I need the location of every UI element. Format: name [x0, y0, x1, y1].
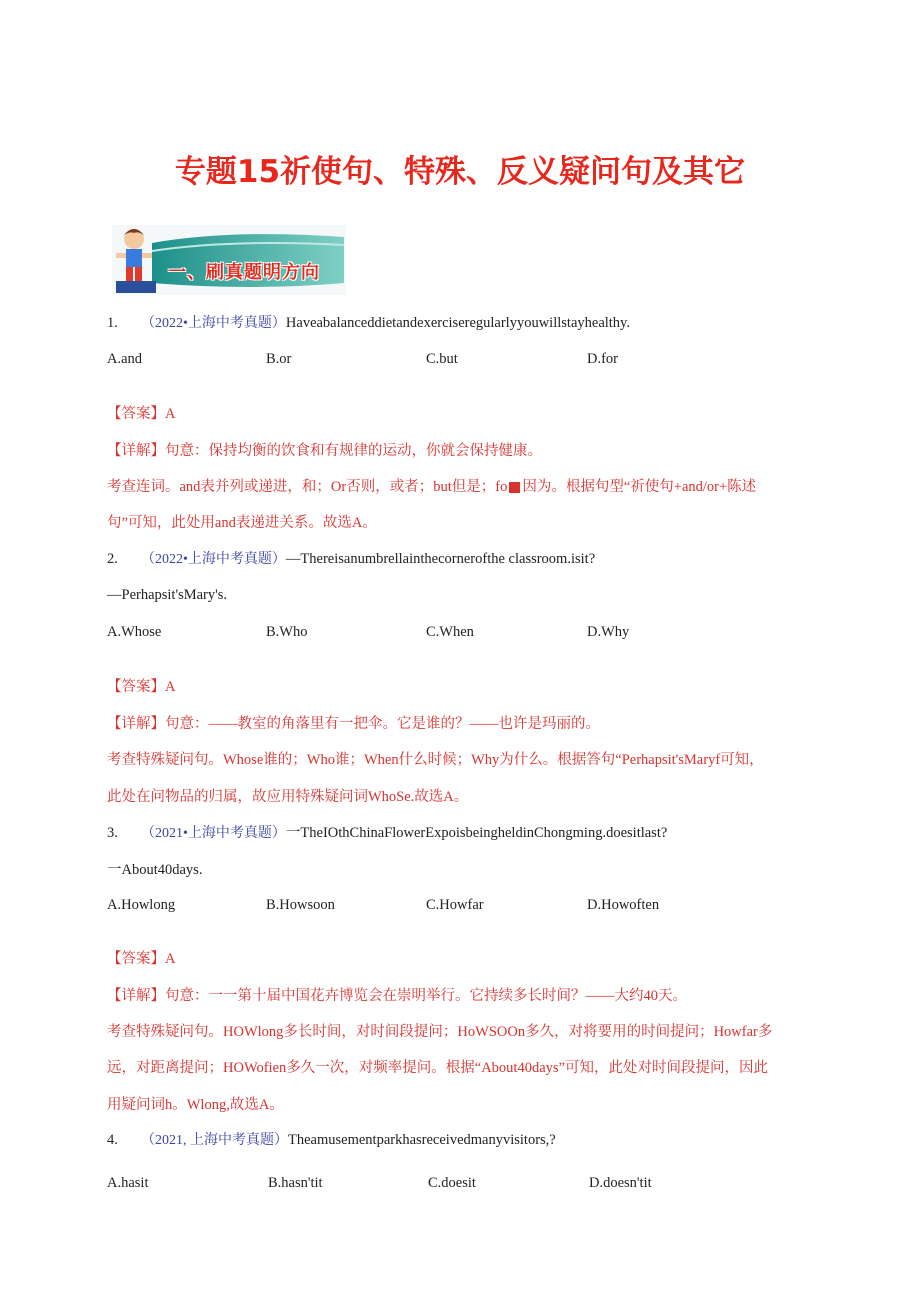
question-number: 2.	[107, 551, 118, 567]
option-a: A.Howlong	[107, 897, 176, 913]
detail-line: 【详解】句意：保持均衡的饮食和有规律的运动，你就会保持健康。	[107, 443, 542, 459]
question-source: （2022•上海中考真题）	[141, 552, 286, 567]
answer-label: 【答案】A	[107, 406, 176, 422]
question-text: Theamusementparkhasreceivedmanyvisitors,?	[288, 1132, 556, 1148]
question-2-reply: —Perhapsit'sMary's.	[107, 587, 228, 603]
explanation-line: 考查特殊疑问句。HOWlong多长时间，对时间段提问；HoWSOOn多久，对将要用的时间提问；Howfar多	[107, 1024, 773, 1040]
answer-label: 【答案】A	[107, 951, 176, 967]
explanation-line: 句”可知，此处用and表递进关系。故选A。	[107, 515, 377, 531]
question-source: （2021•上海中考真题）	[141, 826, 286, 841]
explanation-line: 远，对距离提问；HOWofien多久一次，对频率提问。根据“About40days”可知，此处对时间段提问，因此	[107, 1060, 768, 1076]
explanation-line: 考查特殊疑问句。Whose谁的；Who谁；When什么时候；Why为什么。根据答句“Perhapsit'sMaryf可知，	[107, 752, 764, 768]
explanation-line: 用疑问词h。Wlong,故选A。	[107, 1097, 284, 1113]
question-2-stem	[107, 548, 595, 568]
option-c: C.When	[426, 624, 474, 640]
detail-line: 【详解】句意：一一第十届中国花卉博览会在崇明举行。它持续多长时间？——大约40天。	[107, 988, 687, 1004]
question-3-stem	[107, 821, 667, 842]
question-text: Haveabalanceddietandexerciseregularlyyouwillstayhealthy.	[285, 315, 630, 331]
option-d: D.Howoften	[587, 897, 660, 913]
question-3-reply: 一About40days.	[107, 862, 203, 878]
option-c: C.doesit	[428, 1175, 476, 1191]
explanation-line: 此处在问物品的归属，故应用特殊疑问词WhoSe.故选A。	[107, 789, 469, 805]
option-a: A.hasit	[107, 1175, 149, 1191]
option-b: B.hasn'tit	[268, 1175, 323, 1191]
option-b: B.Who	[266, 624, 308, 640]
option-d: D.for	[587, 351, 619, 367]
option-c: C.Howfar	[426, 897, 484, 913]
option-d: D.Why	[587, 624, 630, 640]
question-text: —Thereisanumbrellainthecornerofthe classroom.isit?	[285, 551, 596, 567]
option-b: B.or	[266, 351, 292, 367]
option-c: C.but	[426, 351, 458, 367]
option-b: B.Howsoon	[266, 897, 335, 913]
question-text: 一TheIOthChinaFlowerExpoisbeingheldinChongming.doesitlast?	[285, 825, 668, 841]
question-number: 1.	[107, 315, 118, 331]
option-d: D.doesn'tit	[589, 1175, 652, 1191]
explanation-text: 因为。根据句型“祈使句+and/or+陈述	[522, 479, 757, 495]
answer-label: 【答案】A	[107, 679, 176, 695]
page-title: 专题15祈使句、特殊、反义疑问句及其它	[174, 154, 746, 190]
section-banner-label: 一、刷真题明方向	[168, 262, 320, 283]
ink-blot-mark	[509, 482, 520, 493]
question-number: 4.	[107, 1132, 118, 1148]
question-source: （2022•上海中考真题）	[141, 316, 286, 331]
detail-line: 【详解】句意：——教室的角落里有一把伞。它是谁的？——也许是玛丽的。	[107, 716, 600, 732]
question-1-stem	[107, 312, 630, 332]
explanation-text: 考查连词。and表并列或递进，和；Or否则，或者；but但是；fo	[107, 479, 508, 495]
option-a: A.and	[107, 351, 143, 367]
explanation-line	[107, 475, 817, 496]
option-a: A.Whose	[107, 624, 162, 640]
question-4-stem	[107, 1129, 556, 1149]
question-source: （2021, 上海中考真题）	[141, 1133, 288, 1148]
question-number: 3.	[107, 825, 118, 841]
